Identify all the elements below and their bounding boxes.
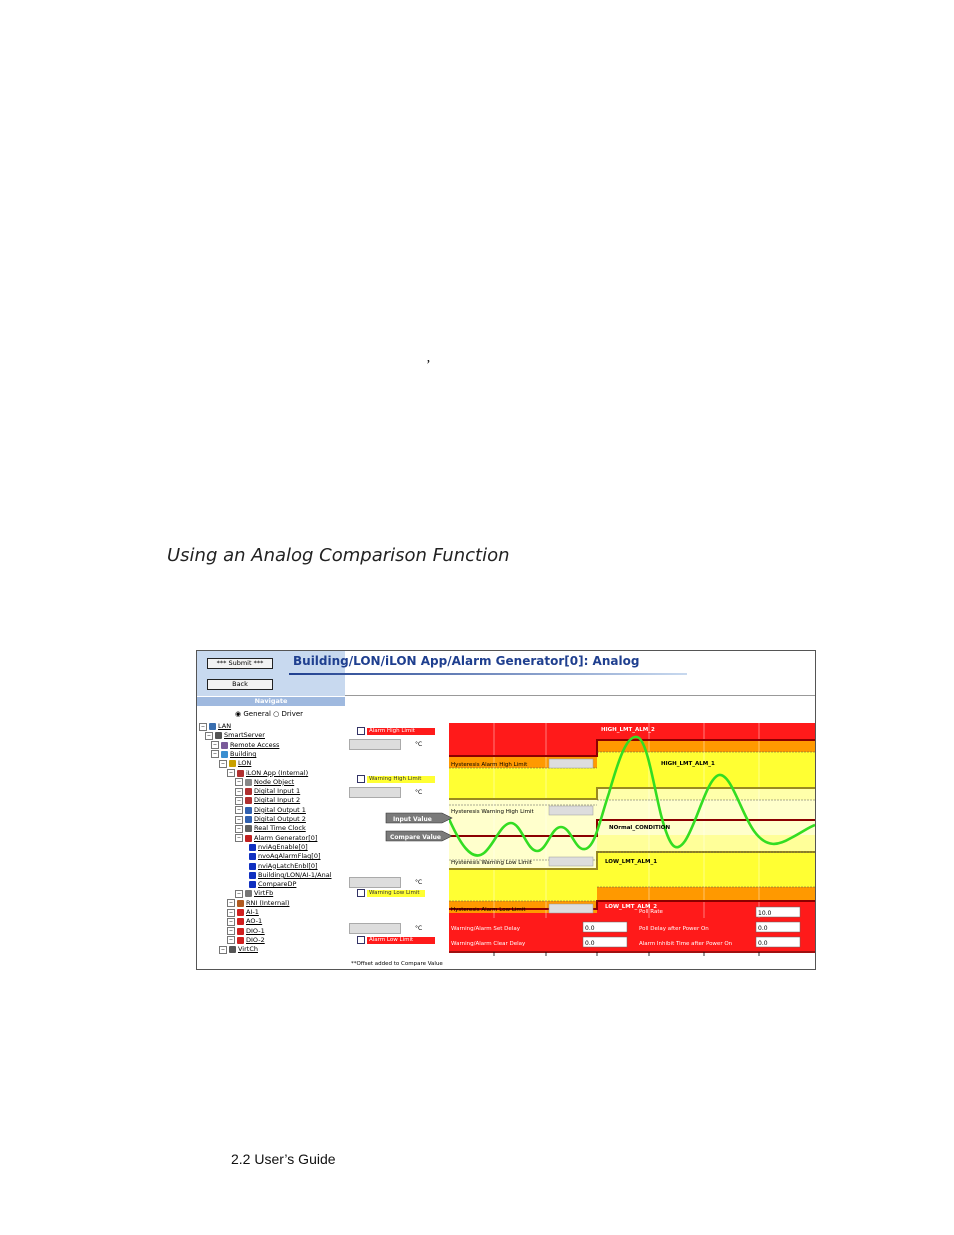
tree-item-label: Node Object	[254, 777, 295, 786]
tree-item-label: AO-1	[246, 917, 263, 926]
output-icon	[245, 816, 252, 823]
tree-item[interactable]	[227, 769, 308, 778]
tree-item-label: Digital Output 2	[254, 815, 306, 823]
tree-item-label: Building/LON/AI-1/Anal	[258, 870, 332, 879]
tree-item-label: Real Time Clock	[254, 824, 306, 833]
link-icon	[249, 872, 256, 879]
tree-expander-icon[interactable]: −	[200, 723, 206, 730]
warning-high-input[interactable]	[349, 787, 401, 798]
set-delay-text: Warning/Alarm Set Delay	[451, 926, 520, 932]
hyst-alarm-low-band-right	[597, 887, 815, 901]
poll-delay-value: 0.0	[758, 925, 768, 932]
title-underline	[289, 673, 687, 675]
tree-expander-icon[interactable]: −	[228, 937, 234, 944]
tree-item[interactable]	[235, 806, 306, 815]
compare-value-text: Compare Value	[390, 834, 441, 841]
submit-button[interactable]: *** Submit ***	[207, 658, 273, 669]
unit-label: °C	[415, 741, 423, 748]
hyst-warning-low-text: Hysteresis Warning Low Limit	[451, 860, 532, 866]
node-icon	[245, 779, 252, 786]
virtual-icon	[245, 890, 252, 897]
input-value-text: Input Value	[393, 816, 432, 823]
warning-high-checkbox[interactable]	[357, 775, 365, 783]
ai-icon	[237, 909, 244, 916]
nv-in-icon	[249, 863, 256, 870]
value-tags	[382, 811, 454, 847]
view-radios	[235, 710, 303, 718]
poll-rate-value: 10.0	[758, 910, 772, 917]
tree-item-label: AI-1	[246, 908, 259, 916]
tree-item-label: VirtCh	[238, 945, 258, 954]
tree-item[interactable]	[211, 750, 256, 759]
tree-expander-icon[interactable]: −	[236, 807, 242, 814]
warning-low-band-right	[597, 852, 815, 887]
tree-expander-icon[interactable]: −	[236, 825, 242, 832]
clock-icon	[245, 825, 252, 832]
hyst-warning-low-input[interactable]	[549, 857, 593, 866]
tree-item-label: VirtFb	[254, 889, 274, 898]
tree-item[interactable]	[227, 899, 290, 908]
tree-expander-icon[interactable]: −	[236, 788, 242, 795]
driver-radio-label: Driver	[281, 710, 304, 718]
offset-note: **Offset added to Compare Value	[351, 961, 443, 967]
input-icon	[245, 788, 252, 795]
dio-icon	[237, 928, 244, 935]
warning-low-label: Warning Low Limit	[367, 890, 425, 897]
alarm-high-checkbox[interactable]	[357, 727, 365, 735]
alarm-high-band-left	[449, 723, 597, 756]
link-icon	[249, 881, 256, 888]
dio-icon	[237, 937, 244, 944]
inhibit-time-text: Alarm Inhibit Time after Power On	[639, 941, 733, 947]
network-icon	[209, 723, 216, 730]
tree-item-label: Digital Output 1	[254, 805, 306, 814]
lon-icon	[229, 760, 236, 767]
poll-delay-text: Poll Delay after Power On	[639, 926, 709, 932]
tree-item[interactable]	[235, 824, 306, 833]
tree-expander-icon[interactable]: −	[228, 900, 234, 907]
tree-expander-icon[interactable]: −	[220, 760, 226, 767]
tree-item-label: LAN	[218, 722, 232, 730]
unit-label: °C	[415, 925, 423, 932]
section-heading: Using an Analog Comparison Function	[167, 545, 510, 566]
tree-expander-icon[interactable]: −	[228, 918, 234, 925]
alarm-high-input[interactable]	[349, 739, 401, 750]
tree-expander-icon[interactable]: −	[212, 742, 218, 749]
output-icon	[245, 807, 252, 814]
hyst-alarm-high-input[interactable]	[549, 759, 593, 768]
tree-item[interactable]	[249, 852, 321, 861]
tree-item[interactable]	[235, 778, 294, 787]
input-icon	[245, 797, 252, 804]
tree-expander-icon[interactable]: −	[228, 909, 234, 916]
general-radio[interactable]: ◉	[235, 710, 242, 718]
tree-item[interactable]	[199, 722, 231, 731]
ao-icon	[237, 918, 244, 925]
alarm-low-checkbox[interactable]	[357, 936, 365, 944]
tree-expander-icon[interactable]: −	[212, 751, 218, 758]
tree-item[interactable]	[235, 796, 300, 805]
back-button[interactable]: Back	[207, 679, 273, 690]
tree-item-label: Remote Access	[230, 740, 280, 749]
tree-item-label: Building	[230, 749, 257, 758]
tree-expander-icon[interactable]: −	[236, 816, 242, 823]
tree-expander-icon[interactable]: −	[228, 770, 234, 776]
hyst-alarm-low-text: Hysteresis Alarm Low Limit	[451, 907, 526, 913]
tree-item[interactable]	[249, 862, 318, 871]
hyst-warning-high-text: Hysteresis Warning High Limit	[451, 809, 534, 815]
clear-delay-text: Warning/Alarm Clear Delay	[451, 941, 526, 947]
alarm-generator-screenshot	[196, 650, 816, 970]
tree-expander-icon[interactable]: −	[220, 946, 226, 953]
tree-item[interactable]	[235, 889, 273, 898]
tree-item[interactable]	[235, 815, 306, 824]
nv-out-icon	[249, 853, 256, 860]
tree-expander-icon[interactable]: −	[206, 732, 212, 739]
alarm-icon	[245, 835, 252, 842]
tree-item-label: Digital Input 1	[254, 787, 301, 796]
hyst-alarm-high-text: Hysteresis Alarm High Limit	[451, 762, 528, 768]
tree-item-label: nvoAgAlarmFlag[0]	[258, 852, 321, 861]
high-lmt-alm-1-text: HIGH_LMT_ALM_1	[661, 761, 715, 767]
rni-icon	[237, 900, 244, 907]
tree-item-label: RNI (Internal)	[246, 898, 290, 907]
stray-mark: ’	[426, 358, 431, 373]
tree-item[interactable]	[249, 843, 308, 852]
tree-item[interactable]	[227, 908, 259, 917]
tree-item[interactable]	[249, 880, 296, 889]
tree-item[interactable]	[227, 936, 265, 945]
tree-item-label: DIO-2	[246, 935, 265, 944]
tree-expander-icon[interactable]: −	[236, 835, 242, 842]
header-separator	[345, 695, 815, 696]
alarm-limits-chart	[449, 723, 815, 957]
alarm-low-input[interactable]	[349, 923, 401, 934]
tree-expander-icon[interactable]: −	[228, 928, 234, 935]
tree-item-label: CompareDP	[258, 880, 297, 889]
hyst-warning-high-input[interactable]	[549, 806, 593, 815]
tree-item-label: SmartServer	[224, 731, 265, 740]
app-icon	[237, 770, 244, 777]
warning-high-label: Warning High Limit	[367, 776, 435, 783]
high-lmt-alm-2-text: HIGH_LMT_ALM_2	[601, 727, 655, 733]
tree-expander-icon[interactable]: −	[236, 779, 242, 786]
tree-item[interactable]	[249, 871, 332, 880]
clear-delay-value: 0.0	[585, 940, 595, 947]
low-lmt-alm-1-text: LOW_LMT_ALM_1	[605, 859, 658, 865]
alarm-low-label: Alarm Low Limit	[367, 937, 435, 944]
normal-condition-text: NOrmal_CONDITION	[609, 825, 671, 831]
nv-in-icon	[249, 844, 256, 851]
building-icon	[221, 751, 228, 758]
alarm-high-label: Alarm High Limit	[367, 728, 435, 735]
tree-expander-icon[interactable]: −	[236, 797, 242, 804]
warning-high-band-right	[597, 752, 815, 788]
tree-item-label: DIO-1	[246, 926, 265, 935]
tree-item-label: iLON App (Internal)	[246, 768, 309, 777]
tree-expander-icon[interactable]: −	[236, 890, 242, 897]
hyst-alarm-low-input[interactable]	[549, 904, 593, 913]
tree-item[interactable]	[219, 945, 258, 954]
warning-low-input[interactable]	[349, 877, 401, 888]
page-title: Building/LON/iLON App/Alarm Generator[0]: Analog	[293, 654, 640, 668]
tree-item[interactable]	[227, 917, 262, 926]
tree-item-label: nviAgEnable[0]	[258, 842, 308, 851]
page-footer: 2.2 User’s Guide	[231, 1151, 336, 1167]
warning-low-checkbox[interactable]	[357, 889, 365, 897]
tree-item-label: nviAgLatchEnbl[0]	[258, 861, 318, 870]
tree-item[interactable]	[211, 741, 279, 750]
unit-label: °C	[415, 789, 423, 796]
tree-item[interactable]	[235, 834, 317, 843]
tree-item-label: Alarm Generator[0]	[254, 833, 318, 842]
set-delay-value: 0.0	[585, 925, 595, 932]
low-lmt-alm-2-text: LOW_LMT_ALM_2	[605, 904, 658, 910]
unit-label: °C	[415, 879, 423, 886]
tree-item[interactable]	[235, 787, 300, 796]
tree-item[interactable]	[205, 731, 265, 740]
poll-rate-text: Poll Rate	[639, 909, 663, 915]
server-icon	[215, 732, 222, 739]
tree-item[interactable]	[219, 759, 251, 768]
virtual-channel-icon	[229, 946, 236, 953]
inhibit-time-value: 0.0	[758, 940, 768, 947]
tree-item-label: Digital Input 2	[254, 796, 301, 805]
tree-item-label: LON	[238, 759, 252, 768]
remote-icon	[221, 742, 228, 749]
navigate-header: Navigate	[197, 697, 345, 706]
general-radio-label: General	[243, 710, 271, 718]
tree-item[interactable]	[227, 927, 265, 936]
driver-radio[interactable]: ○	[273, 710, 280, 718]
